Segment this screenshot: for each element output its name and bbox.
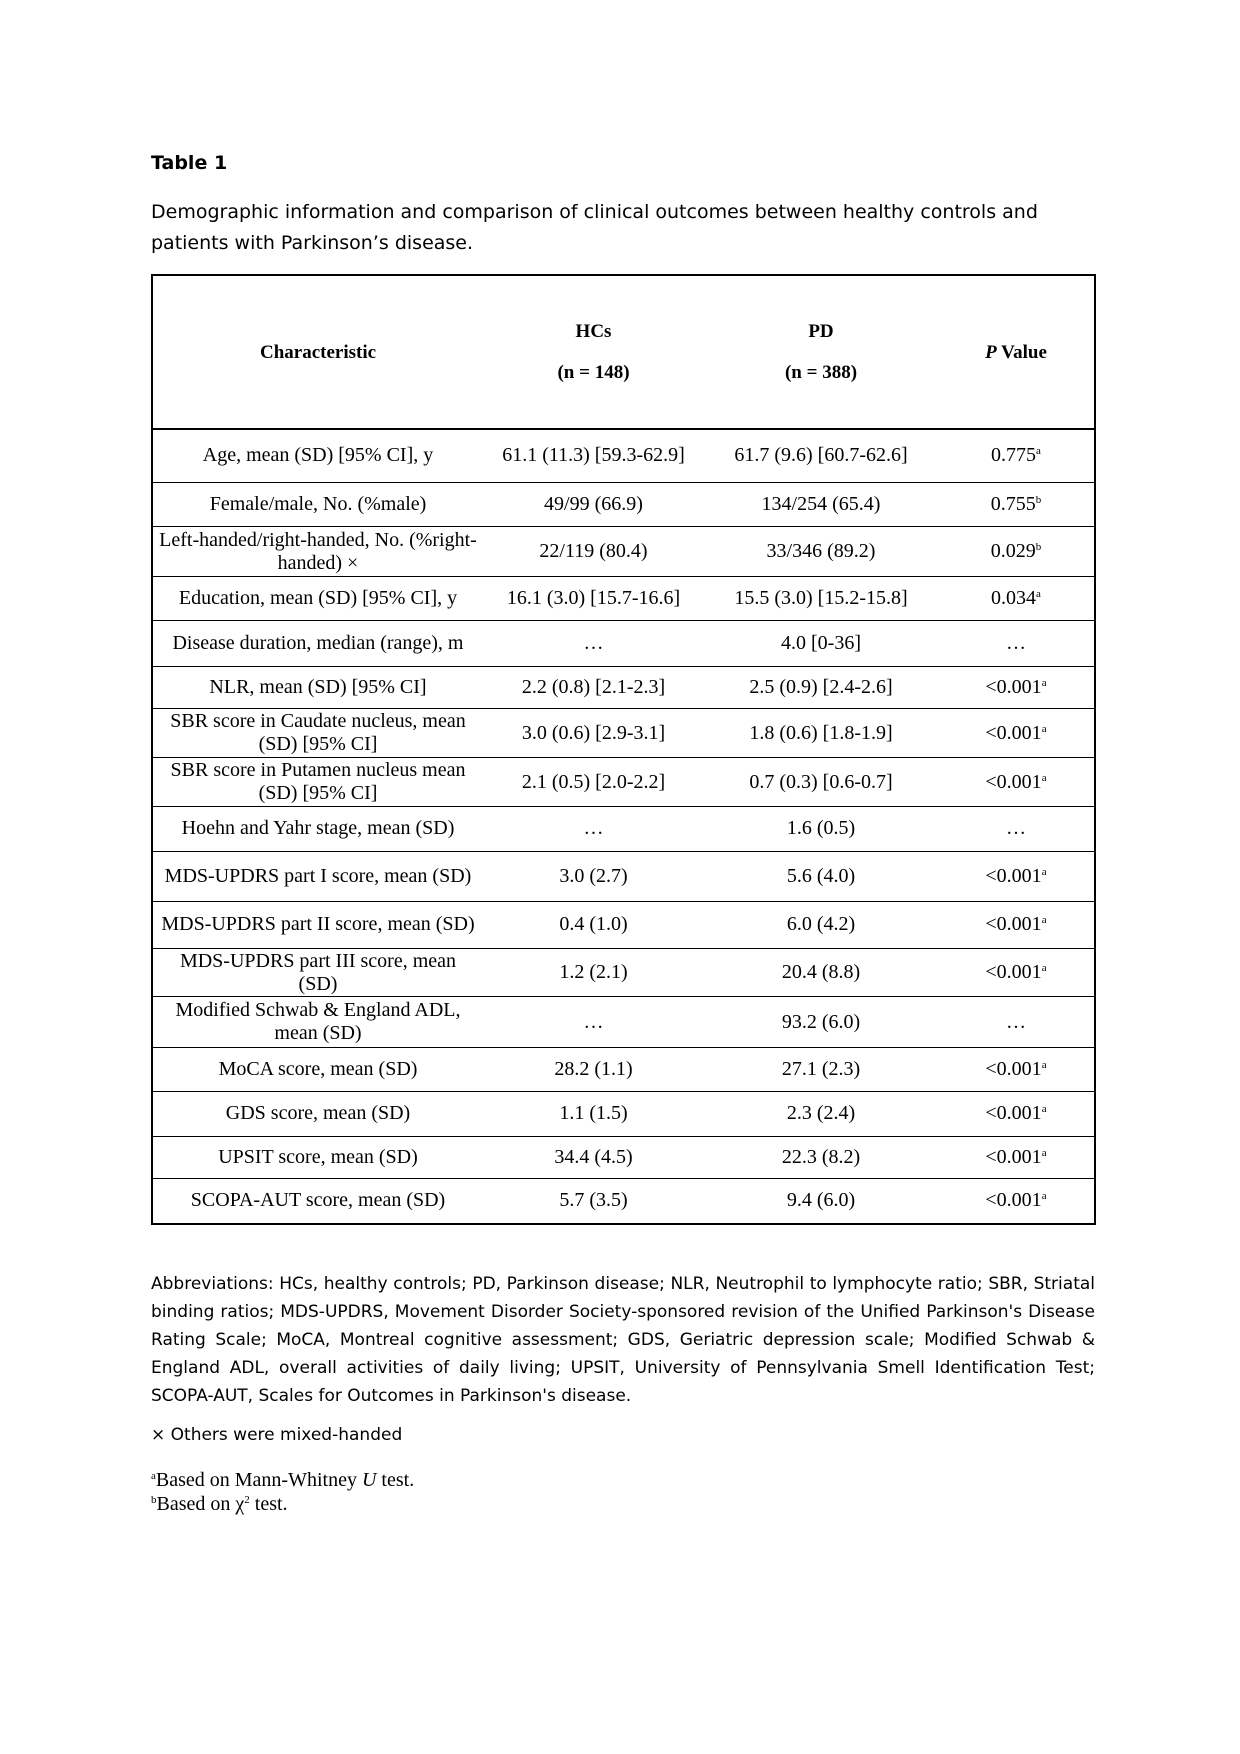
significance-marker: a (1041, 722, 1047, 735)
footnote-b-marker: b (151, 1494, 157, 1506)
significance-marker: a (1041, 1103, 1047, 1116)
cell-hcs: 1.2 (2.1) (483, 948, 704, 996)
table-row (153, 1047, 1094, 1091)
cell-characteristic: Female/male, No. (%male) (153, 482, 483, 526)
significance-marker: a (1041, 771, 1047, 784)
cell-hcs: 61.1 (11.3) [59.3-62.9] (483, 429, 704, 482)
header-pd-n: (n = 388) (784, 362, 858, 383)
cell-characteristic: SBR score in Caudate nucleus, mean (SD) [95% CI] (153, 708, 483, 757)
significance-marker: a (1041, 1146, 1047, 1159)
table-caption: Demographic information and comparison of clinical outcomes between healthy controls and patients with Parkinson’s disease. (151, 201, 1038, 254)
footnote-b: $^b$Based on $\chi^2$ test. (151, 1493, 288, 1515)
table-row (153, 1092, 1094, 1136)
significance-marker: a (1036, 587, 1041, 600)
cell-characteristic: UPSIT score, mean (SD) (153, 1136, 483, 1178)
cell-characteristic: MoCA score, mean (SD) (153, 1047, 483, 1091)
cell-characteristic: GDS score, mean (SD) (153, 1092, 483, 1136)
header-p-italic: P (985, 341, 997, 363)
cell-hcs: 1.1 (1.5) (483, 1092, 704, 1136)
cell-pd: 2.3 (2.4) (704, 1092, 938, 1136)
table-row (153, 901, 1094, 948)
cell-p-value: … (938, 997, 1094, 1047)
table-row (153, 1178, 1094, 1223)
cell-characteristic: Modified Schwab & England ADL, mean (SD) (153, 997, 483, 1047)
table-row (153, 429, 1094, 482)
table-row (153, 1136, 1094, 1178)
footnote-a: $^a$Based on Mann-Whitney U test. (151, 1469, 415, 1491)
significance-marker: b (1035, 541, 1042, 554)
cell-hcs: 34.4 (4.5) (483, 1136, 704, 1178)
header-p-rest: Value (996, 341, 1047, 363)
cell-p-value: … (938, 621, 1094, 666)
cell-hcs: 5.7 (3.5) (559, 1189, 628, 1212)
cell-p-value: <0.001$^a$ (938, 901, 1094, 948)
footnote-a-marker: a (151, 1470, 156, 1482)
cell-hcs: 22/119 (80.4) (483, 527, 704, 576)
header-pd (704, 276, 938, 429)
cell-pd: 33/346 (89.2) (704, 527, 938, 576)
cell-p-value: 0.775$^a$ (938, 429, 1094, 482)
header-hcs (483, 276, 704, 429)
cell-hcs: 2.2 (0.8) [2.1-2.3] (483, 666, 704, 708)
cell-p-value: 0.034$^a$ (938, 576, 1094, 620)
cell-characteristic: SCOPA-AUT score, mean (SD) (190, 1189, 446, 1212)
cell-pd: 0.7 (0.3) [0.6-0.7] (704, 758, 938, 806)
data-table (151, 274, 1096, 1225)
significance-marker: a (1041, 962, 1047, 975)
table-row (153, 527, 1094, 576)
cell-pd: 134/254 (65.4) (704, 482, 938, 526)
cell-p-value: 0.755$^b$ (938, 482, 1094, 526)
cell-p-value: 0.029$^b$ (938, 527, 1094, 576)
table-row (153, 948, 1094, 996)
table-row (153, 758, 1094, 806)
cell-p-value: <0.001$^a$ (938, 758, 1094, 806)
cell-characteristic: Hoehn and Yahr stage, mean (SD) (153, 806, 483, 851)
cell-pd: 2.5 (0.9) [2.4-2.6] (704, 666, 938, 708)
significance-marker: a (1041, 1190, 1047, 1203)
cell-hcs: 16.1 (3.0) [15.7-16.6] (483, 576, 704, 620)
header-pd-label: PD (808, 321, 834, 342)
table-row (153, 666, 1094, 708)
cell-p-value: <0.001$^a$ (938, 666, 1094, 708)
cell-p-value: <0.001$^a$ (985, 1189, 1047, 1212)
cell-hcs: 3.0 (0.6) [2.9-3.1] (483, 708, 704, 757)
cell-pd: 1.6 (0.5) (704, 806, 938, 851)
table-row (153, 997, 1094, 1047)
cell-pd: 20.4 (8.8) (704, 948, 938, 996)
cell-pd: 4.0 [0-36] (704, 621, 938, 666)
cell-characteristic: MDS-UPDRS part III score, mean (SD) (153, 948, 483, 996)
cell-pd: 22.3 (8.2) (704, 1136, 938, 1178)
cell-characteristic: MDS-UPDRS part II score, mean (SD) (153, 901, 483, 948)
cell-hcs: … (483, 997, 704, 1047)
cell-pd: 61.7 (9.6) [60.7-62.6] (704, 429, 938, 482)
cell-pd: 93.2 (6.0) (704, 997, 938, 1047)
cell-characteristic: NLR, mean (SD) [95% CI] (153, 666, 483, 708)
significance-marker: a (1041, 914, 1047, 927)
abbreviations-note: Abbreviations: HCs, healthy controls; PD, Parkinson disease; NLR, Neutrophil to lymphocyte ratio; SBR, Striatal binding ratios; MDS-UPDRS, Movement Disorder Society-sponsored revision of the Unified Parkinson's Disease Rating Scale; MoCA, Montreal cognitive assessment; GDS, Geriatric depression scale; Modified Schwab & England ADL, overall activities of daily living; UPSIT, University of Pennsylvania Smell Identification Test; SCOPA-AUT, Scales for Outcomes in Parkinson's disease. (151, 1274, 1095, 1406)
table-row (153, 852, 1094, 901)
cell-p-value: <0.001$^a$ (938, 1136, 1094, 1178)
header-p-value (938, 276, 1094, 429)
cell-characteristic: SBR score in Putamen nucleus mean (SD) [95% CI] (153, 758, 483, 806)
cell-characteristic: MDS-UPDRS part I score, mean (SD) (153, 852, 483, 901)
cell-hcs: 3.0 (2.7) (483, 852, 704, 901)
cell-characteristic: Education, mean (SD) [95% CI], y (153, 576, 483, 620)
cell-pd: 6.0 (4.2) (704, 901, 938, 948)
significance-marker: b (1035, 494, 1042, 507)
cell-p-value: <0.001$^a$ (938, 852, 1094, 901)
cell-hcs: 49/99 (66.9) (483, 482, 704, 526)
cell-hcs: 0.4 (1.0) (483, 901, 704, 948)
cell-p-value: <0.001$^a$ (938, 948, 1094, 996)
header-characteristic: Characteristic (153, 276, 483, 429)
cell-p-value: <0.001$^a$ (938, 708, 1094, 757)
table-body (153, 429, 1094, 1223)
table-row (153, 576, 1094, 620)
cell-hcs: 2.1 (0.5) [2.0-2.2] (483, 758, 704, 806)
table-row (153, 806, 1094, 851)
table-header-row (153, 276, 1094, 429)
cell-pd: 15.5 (3.0) [15.2-15.8] (704, 576, 938, 620)
cell-p-value: … (938, 806, 1094, 851)
cell-pd: 5.6 (4.0) (704, 852, 938, 901)
cell-pd: 27.1 (2.3) (704, 1047, 938, 1091)
cell-characteristic: Disease duration, median (range), m (153, 621, 483, 666)
table-label: Table 1 (151, 152, 228, 174)
cell-hcs: … (483, 806, 704, 851)
table-row (153, 708, 1094, 757)
significance-marker: a (1041, 676, 1047, 689)
cell-characteristic: Left-handed/right-handed, No. (%right-handed) × (153, 527, 483, 576)
cell-p-value: <0.001$^a$ (938, 1047, 1094, 1091)
header-hcs-label: HCs (575, 321, 612, 342)
cell-hcs: 28.2 (1.1) (483, 1047, 704, 1091)
significance-marker: a (1036, 445, 1041, 458)
header-hcs-n: (n = 148) (557, 362, 630, 383)
table-row (153, 621, 1094, 666)
cell-p-value: <0.001$^a$ (938, 1092, 1094, 1136)
significance-marker: a (1041, 1059, 1047, 1072)
table-row (153, 482, 1094, 526)
cell-pd: 9.4 (6.0) (786, 1189, 856, 1212)
cell-pd: 1.8 (0.6) [1.8-1.9] (704, 708, 938, 757)
cell-hcs: … (483, 621, 704, 666)
cell-characteristic: Age, mean (SD) [95% CI], y (153, 429, 483, 482)
significance-marker: a (1041, 865, 1047, 878)
footnote-mixed-handed: × Others were mixed-handed (151, 1425, 403, 1445)
